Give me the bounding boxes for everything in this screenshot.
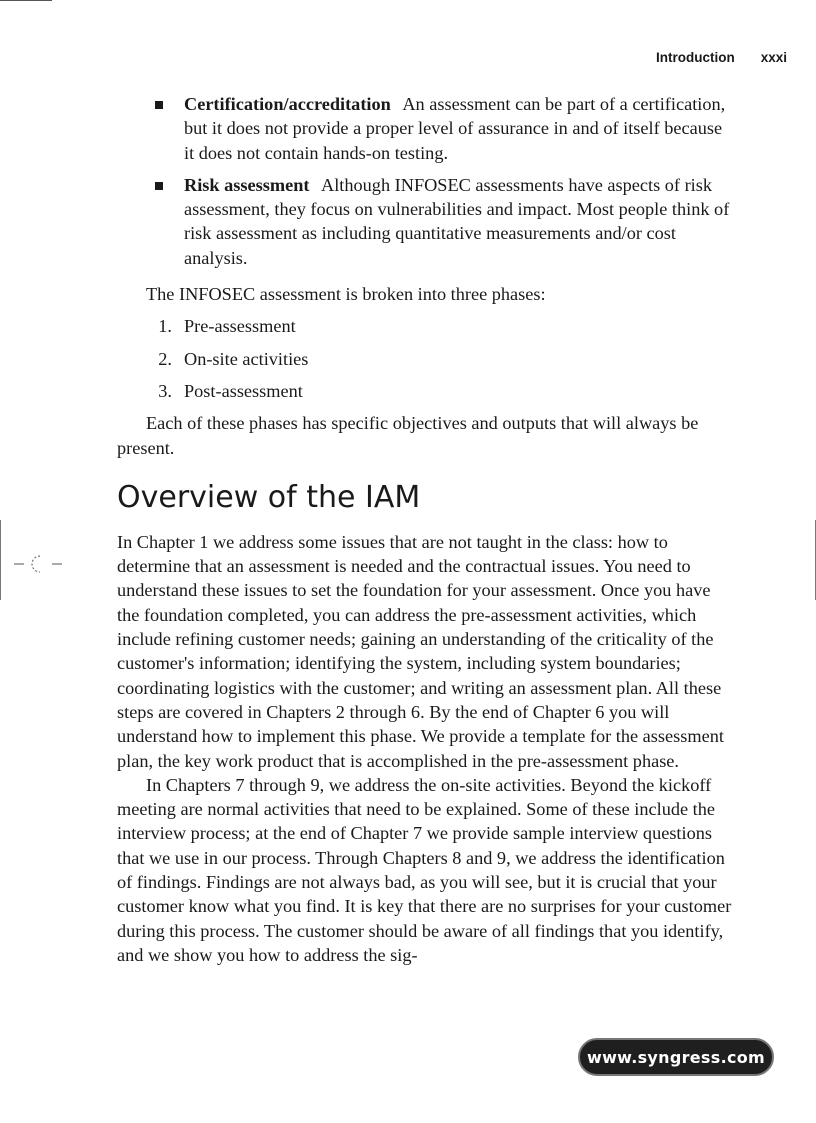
phase-item (117, 314, 733, 338)
bullet-item (117, 92, 733, 165)
crop-mark-left (0, 520, 1, 600)
phase-label: Post-assessment (184, 380, 303, 401)
phase-number: 3. (158, 380, 172, 401)
bullet-term: Certification/accreditation (184, 94, 391, 114)
corner-rule (0, 0, 52, 1)
phases-intro: The INFOSEC assessment is broken into three phases: (146, 284, 546, 305)
body-paragraph: In Chapters 7 through 9, we address the on-site activities. Beyond the kickoff meeting are normal activities that need to be explained. Some of these include the interview process; at the end of Chapter 7 we provide sample interview questions that we use in our process. Through Chapters 8 and 9, we address the identification of findings. Findings are not always bad, as you will see, but it is crucial that your customer know what you find. It is key that there are no surprises for your customer during this process. The customer should be aware of all findings that you identify, and we show you how to address the sig- (117, 774, 732, 965)
phase-number: 1. (158, 316, 172, 337)
website-link[interactable]: www.syngress.com (578, 1038, 774, 1076)
bullet-term: Risk assessment (184, 174, 310, 195)
section-heading: Overview of the IAM (117, 479, 421, 515)
phase-item (117, 379, 733, 403)
bullet-text: An assessment can be part of a certification, but it does not provide a proper level of assurance in and of itself because it does not contain hands-on testing. (184, 94, 726, 163)
page-number: xxxi (760, 50, 787, 65)
phase-label: On-site activities (184, 348, 309, 369)
registration-mark-icon (14, 552, 62, 576)
bullet-text: Although INFOSEC assessments have aspects of risk assessment, they focus on vulnerabilities and impact. Most people think of risk assessment as including quantitative measurements and/or cost analysis. (184, 174, 730, 268)
phase-list (117, 314, 733, 403)
phase-item (117, 347, 733, 371)
body-paragraph: In Chapter 1 we address some issues that are not taught in the class: how to determine that an assessment is needed and the contractual issues. You need to understand these issues to set the foundation for your assessment. Once you have the foundation completed, you can address the pre-assessment activities, which include refining customer needs; gaining an understanding of the criticality of the customer's information; identifying the system, including system boundaries; coordinating logistics with the customer; and writing an assessment plan. All these steps are covered in Chapters 2 through 6. By the end of Chapter 6 you will understand how to implement this phase. We provide a template for the assessment plan, the key work product that is accomplished in the pre-assessment phase. (117, 531, 724, 771)
phase-label: Pre-assessment (184, 316, 296, 337)
running-head-section: Introduction (655, 50, 735, 65)
running-head (656, 50, 787, 65)
bullet-item (117, 173, 733, 270)
square-bullet-icon (155, 182, 163, 190)
page-content (117, 92, 733, 967)
bullet-list (117, 92, 733, 270)
square-bullet-icon (155, 101, 163, 109)
phases-closing-paragraph: Each of these phases has specific objectives and outputs that will always be present. (117, 413, 699, 458)
phase-number: 2. (158, 348, 172, 369)
